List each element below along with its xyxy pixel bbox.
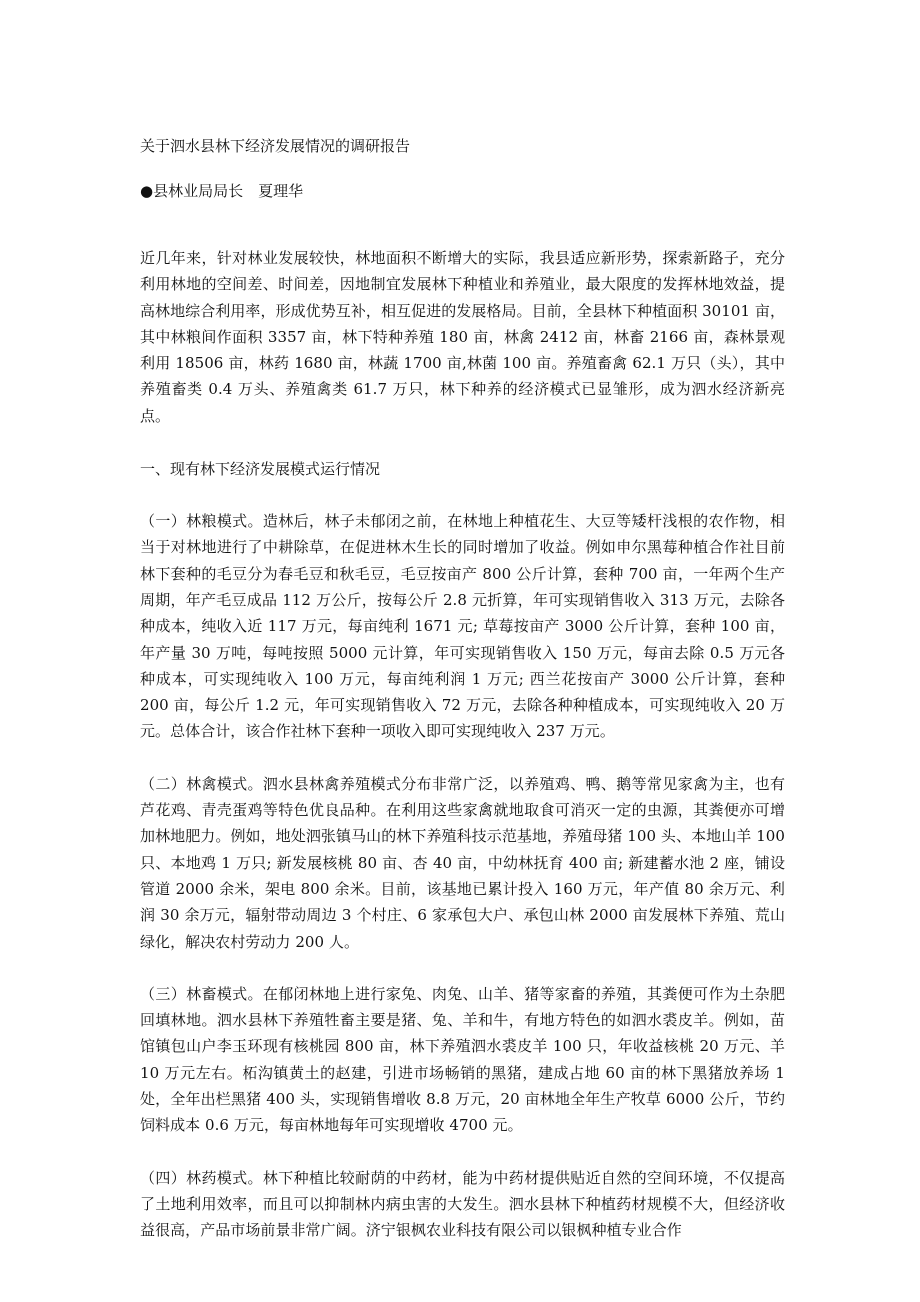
document-title: 关于泗水县林下经济发展情况的调研报告 [140,137,411,155]
author-line: ●县林业局局长 夏理华 [140,182,304,200]
paragraph-forest-grain: （一）林粮模式。造林后，林子未郁闭之前，在林地上种植花生、大豆等矮杆浅根的农作物，相当于对林地进行了中耕除草，在促进林木生长的同时增加了收益。例如申尔黑莓种植合作社目前林下套种的毛豆分为春毛豆和秋毛豆，毛豆按亩产 800 公斤计算，套种 700 亩，一年两个生产周期，年产毛豆成品 112 万公斤，按每公斤 2.8 元折算，年可实现销售收入 313 万元，去除各种成本，纯收入近 117 万元，每亩纯利 1671 元; 草莓按亩产 3000 公斤计算，套种 100 亩，年产量 30 万吨，每吨按照 5000 元计算，年可实现销售收入 150 万元，每亩去除 0.5 万元各种成本，可实现纯收入 100 万元，每亩纯利润 1 万元; 西兰花按亩产 3000 公斤计算，套种 200 亩，每公斤 1.2 元，年可实现销售收入 72 万元，去除各种种植成本，可实现纯收入 20 万元。总体合计，该合作社林下套种一项收入即可实现纯收入 237 万元。 [140,512,785,741]
paragraph-forest-livestock: （三）林畜模式。在郁闭林地上进行家兔、肉兔、山羊、猪等家畜的养殖，其粪便可作为土杂肥回填林地。泗水县林下养殖牲畜主要是猪、兔、羊和牛，有地方特色的如泗水裘皮羊。例如，苗馆镇包山户李玉环现有核桃园 800 亩，林下养殖泗水裘皮羊 100 只，年收益核桃 20 万元、羊 10 万元左右。柘沟镇黄土的赵建，引进市场畅销的黑猪，建成占地 60 亩的林下黑猪放养场 1 处，全年出栏黑猪 400 头，实现销售增收 8.8 万元，20 亩林地全年生产牧草 6000 公斤，节约饲料成本 0.6 万元，每亩林地每年可实现增收 4700 元。 [140,984,785,1135]
intro-paragraph: 近几年来，针对林业发展较快，林地面积不断增大的实际，我县适应新形势，探索新路子，充分利用林地的空间差、时间差，因地制宜发展林下种植业和养殖业，最大限度的发挥林地效益，提高林地综合利用率，形成优势互补，相互促进的发展格局。目前，全县林下种植面积 30101 亩，其中林粮间作面积 3357 亩，林下特种养殖 180 亩，林禽 2412 亩，林畜 2166 亩，森林景观利用 18506 亩，林药 1680 亩，林蔬 1700 亩,林菌 100 亩。养殖畜禽 62.1 万只（头），其中养殖畜类 0.4 万头、养殖禽类 61.7 万只，林下种养的经济模式已显雏形，成为泗水经济新亮点。 [140,249,785,425]
paragraph-forest-poultry: （二）林禽模式。泗水县林禽养殖模式分布非常广泛，以养殖鸡、鸭、鹅等常见家禽为主，也有芦花鸡、青壳蛋鸡等特色优良品种。在利用这些家禽就地取食可消灭一定的虫源，其粪便亦可增加林地肥力。例如，地处泗张镇马山的林下养殖科技示范基地，养殖母猪 100 头、本地山羊 100 只、本地鸡 1 万只; 新发展核桃 80 亩、杏 40 亩，中幼林抚育 400 亩; 新建蓄水池 2 座，铺设管道 2000 余米，架电 800 余米。目前，该基地已累计投入 160 万元，年产值 80 余万元、利润 30 余万元，辐射带动周边 3 个村庄、6 家承包大户、承包山林 2000 亩发展林下养殖、荒山绿化，解决农村劳动力 200 人。 [140,774,785,951]
paragraph-forest-medicine: （四）林药模式。林下种植比较耐荫的中药材，能为中药材提供贴近自然的空间环境，不仅提高了土地利用效率，而且可以抑制林内病虫害的大发生。泗水县林下种植药材规模不大，但经济收益很高，产品市场前景非常广阔。济宁银枫农业科技有限公司以银枫种植专业合作 [140,1168,785,1240]
section-heading: 一、现有林下经济发展模式运行情况 [140,460,381,479]
document-page [140,133,785,1244]
